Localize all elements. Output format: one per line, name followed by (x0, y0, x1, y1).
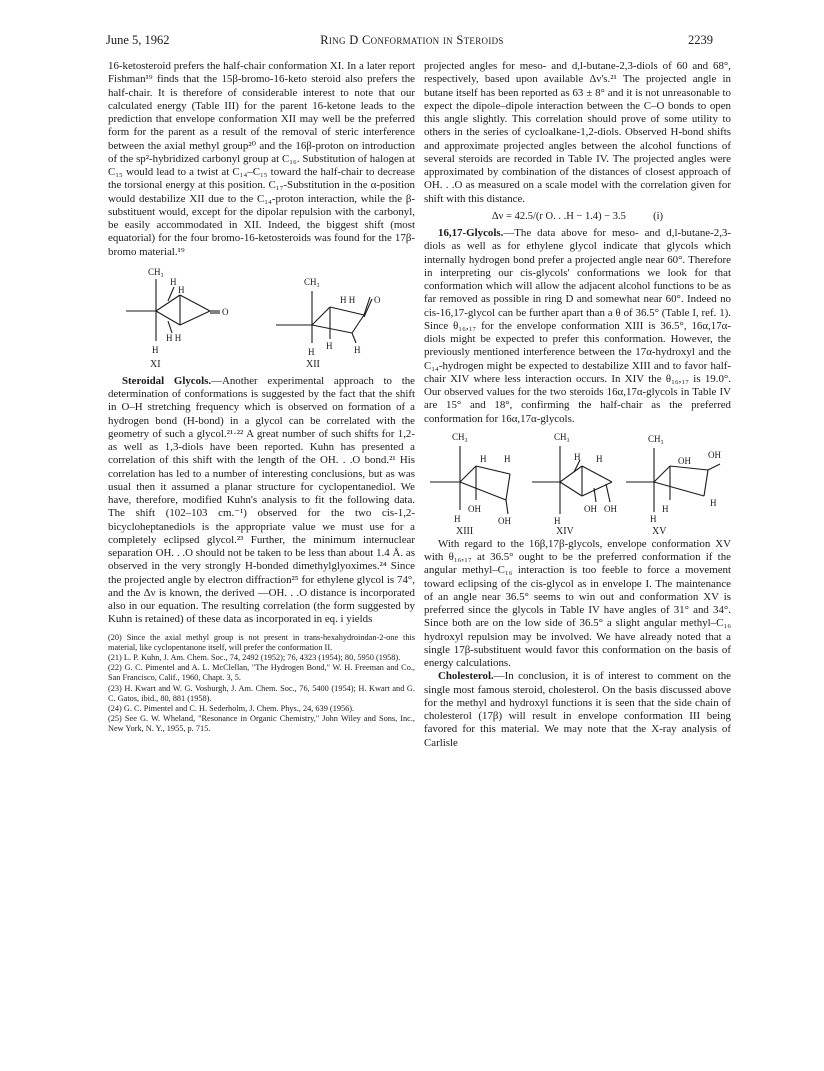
footnote-23: (23) H. Kwart and W. G. Vosburgh, J. Am. Chem. Soc., 76, 5400 (1954); H. Kwart and G. C. Gatos, ibid., 80, 881 (1958). (108, 683, 415, 703)
right-paragraph-2 (424, 227, 731, 426)
xi-hh: H H (166, 332, 182, 343)
left-paragraph-2 (108, 375, 415, 627)
equation-number: (i) (653, 210, 664, 222)
xiv-oh: OH (584, 503, 597, 514)
label-xv: XV (652, 525, 667, 534)
label-xi: XI (150, 358, 161, 370)
xiv-ch3: CH₃ (554, 431, 570, 442)
equation-body: Δν = 42.5/(r O. . .H − 1.4) − 3.5 (491, 210, 626, 222)
right-paragraph-2-body: —The data above for meso- and d,l-butane-2,3-diols as well as for ethylene glycol indicate that glycols which internally hydrogen bond prefer a projected angle near 60°. Therefore in interpreting our cis-glycols' conformations we look for that conformation which will allow the adjacent alcohol functions to be as far removed as possible in ring D and somewhat near 60°. Indeed no cis-16,17-glycol can be further apart than a θ of 36.5° (Table I, ref. 1). Since θ₁₆,₁₇ for the envelope conformation XIII is 36.5°, 16α,17α-diols might be expected to prefer this conformation. However, the previously mentioned interference between the 17α-hydroxyl and the C₁₄-hydrogen might be expected to destabilize XIII and to favor half-chair XIV where less interaction occurs. In XIV the θ₁₆,₁₇ is 19.0°. Our observed values for the two steroids 16α,17α-glycols in Table IV are 15° and 18°, confirming the half-chair as the preferred conformation for 16α,17α-glycols. (424, 227, 731, 425)
xii-h2: H (354, 344, 361, 355)
xii-h1: H (326, 340, 333, 351)
right-paragraph-4 (424, 670, 731, 750)
left-paragraph-2-body: —Another experimental approach to the determination of conformations is suggested by the fact that the shift in O–H stretching frequency which is observed on formation of a hydrogen bond (H-bond) in a glycol can be correlated with the geometry of such a glycol.²¹·²² A great number of such shifts for 1,2- as well as 1,3-diols have been reported. Kuhn has presented a correlation of this shift with the length of the OH. . .O bond.²¹ His correlation has led to a number of interesting conclusions, but as was usual then it assumed a planar structure for cyclopentanediol. We have, therefore, modified Kuhn's analysis to fit the following data. The shift (102–103 cm.⁻¹) observed for the two cis-1,2-bicycloheptanediols is the appropriate value we must use for a completely eclipsed glycol.²³ Further, the minimum internuclear separation OH. . .O should not be taken to be less than about 1.4 Å. as observed in the very strongly H-bonded dimethylglyoximes.²⁴ Since the projected angle by electron diffraction²⁵ for ethylene glycol is 74°, and the Δν is known, the derived —OH. . .O distance is incorporated also in our equation. The resulting correlation (the form suggested by Kuhn is retained) of these data as incorporated in eq. i yields (108, 374, 416, 626)
footnotes (108, 633, 415, 735)
xiii-h2: H (504, 453, 511, 464)
structure-xi (126, 276, 220, 341)
xii-o: O (374, 294, 381, 305)
xv-ch3: CH₃ (648, 433, 664, 444)
xi-ch3: CH₃ (148, 266, 164, 277)
xi-o: O (222, 306, 229, 317)
label-xiii: XIII (456, 525, 474, 534)
heading-steroidal-glycols: Steroidal Glycols. (122, 374, 212, 387)
figure-xi-xii (108, 263, 415, 371)
xi-h3: H (152, 344, 159, 355)
xiv-h3: H (554, 515, 561, 526)
xii-h3: H (308, 346, 315, 357)
xiv-oh2: OH (604, 503, 617, 514)
running-title: Ring D Conformation in Steroids (320, 33, 504, 47)
heading-cholesterol: Cholesterol. (438, 670, 494, 683)
figure-xiii-xv (424, 430, 731, 534)
right-paragraph-1: projected angles for meso- and d,l-butane-2,3-diols of 60 and 68°, respectively, based upon available Δν's.²¹ The projected angle in butane itself has been reported as 63 ± 8° and it is not unreasonable to expect the dipole–dipole interaction between the C–O bonds to open this angle slightly. This correlation should prove of some utility to others in the series of cycloalkane-1,2-diols. Observed H-bond shifts and approximate projected angles between the alcohol functions of several steroids are recorded in Table IV. The projected angles were approximated by combination of the distances of closest approach of OH. . .O as measured on a scale model with the correlation given for shift with this distance. (424, 60, 731, 205)
structure-xii (276, 291, 372, 343)
xiv-h1: H (574, 451, 581, 462)
footnote-25: (25) See G. W. Wheland, "Resonance in Organic Chemistry," John Wiley and Sons, Inc., New York, N. Y., 1955, p. 715. (108, 714, 415, 734)
left-paragraph-1: 16-ketosteroid prefers the half-chair conformation XI. In a later report Fishman¹⁹ finds that the 15β-bromo-16-keto steroid also prefers the half-chair. It is therefore of considerable interest to note that our calculated energy (Table III) for the parent 16-ketone leads to the prediction that envelope conformation XII may well be the preferred form for the parent as a result of the removal of steric interference between the axial methyl group²⁰ and the 16β-proton on introduction of the sp²-hybridized carbonyl group at C₁₆. Substitution of halogen at C₁₅ would lead to a twist at C₁₄–C₁₅ toward the half-chair to decrease the torsional energy at this position. C₁₇-Substitution in the α-position would destabilize XII due to the C₁₄-proton interaction, while the β-substituent would, except for the dipolar repulsion with the carbonyl, be easily accommodated in XII. Indeed, the biggest shift (most equatorial) for the four bromo-16-ketosteroids was found for the 17β-bromo material.¹⁹ (108, 60, 415, 258)
xv-oh2: OH (708, 449, 721, 460)
xii-ch3: CH₃ (304, 276, 320, 287)
xiv-h2: H (596, 453, 603, 464)
right-paragraph-4-body: —In conclusion, it is of interest to comment on the single most famous steroid, cholesterol. On the basis discussed above for the methyl and hydroxyl functions it is seen that the side chain of cholesterol (17β) will result in envelope conformation III being favored for this material. We may note that the X-ray analysis of Carlisle (424, 670, 731, 749)
xv-oh: OH (678, 455, 691, 466)
right-column (424, 60, 731, 750)
label-xii: XII (306, 358, 320, 370)
xv-h1: H (710, 497, 717, 508)
xiii-h3: H (454, 513, 461, 524)
label-xiv: XIV (556, 525, 574, 534)
footnote-21: (21) L. P. Kuhn, J. Am. Chem. Soc., 74, 2492 (1952); 76, 4323 (1954); 80, 5950 (1958). (108, 652, 401, 662)
xiii-oh: OH (468, 503, 481, 514)
xi-h2: H (178, 284, 185, 295)
xv-h3: H (650, 513, 657, 524)
footnote-20: (20) Since the axial methyl group is not present in trans-hexahydroindan-2-one this material, like cyclopentanone itself, will prefer the conformation II. (108, 632, 415, 652)
xiii-h1: H (480, 453, 487, 464)
footnote-22: (22) G. C. Pimentel and A. L. McClellan, "The Hydrogen Bond," W. H. Freeman and Co., San Francisco, Calif., 1960, Chapt. 3, 5. (108, 663, 415, 683)
left-column (108, 60, 415, 735)
equation-i (424, 210, 731, 223)
xv-h2: H (662, 503, 669, 514)
xii-hh: H H (340, 294, 356, 305)
xi-h1: H (170, 276, 177, 287)
heading-16-17-glycols: 16,17-Glycols. (438, 227, 504, 239)
page-number: 2239 (688, 33, 713, 47)
right-paragraph-3: With regard to the 16β,17β-glycols, envelope conformation XV with θ₁₆,₁₇ at 36.5° ought to be the preferred conformation if the angular methyl–C₁₆ interaction is too feeble to force a movement toward eclipsing of the cis-glycol as in envelope I. The maintenance of an angle near 36.5° seems to win out and conformation XV is preferred since the glycols in Table IV have angles of 31° and 34°. Since both are on the low side of 36.5° a slight angular methyl–C₁₆ hydroxyl repulsion may be involved. We have already noted that a single 17β-substituent would favor this conformation on the basis of energy calculations. (424, 537, 731, 669)
xiii-oh2: OH (498, 515, 511, 526)
footnote-24: (24) G. C. Pimentel and C. H. Sederholm, J. Chem. Phys., 24, 639 (1956). (108, 703, 355, 713)
structure-xv (626, 448, 720, 512)
running-date: June 5, 1962 (106, 33, 170, 47)
xiii-ch3: CH₃ (452, 431, 468, 442)
